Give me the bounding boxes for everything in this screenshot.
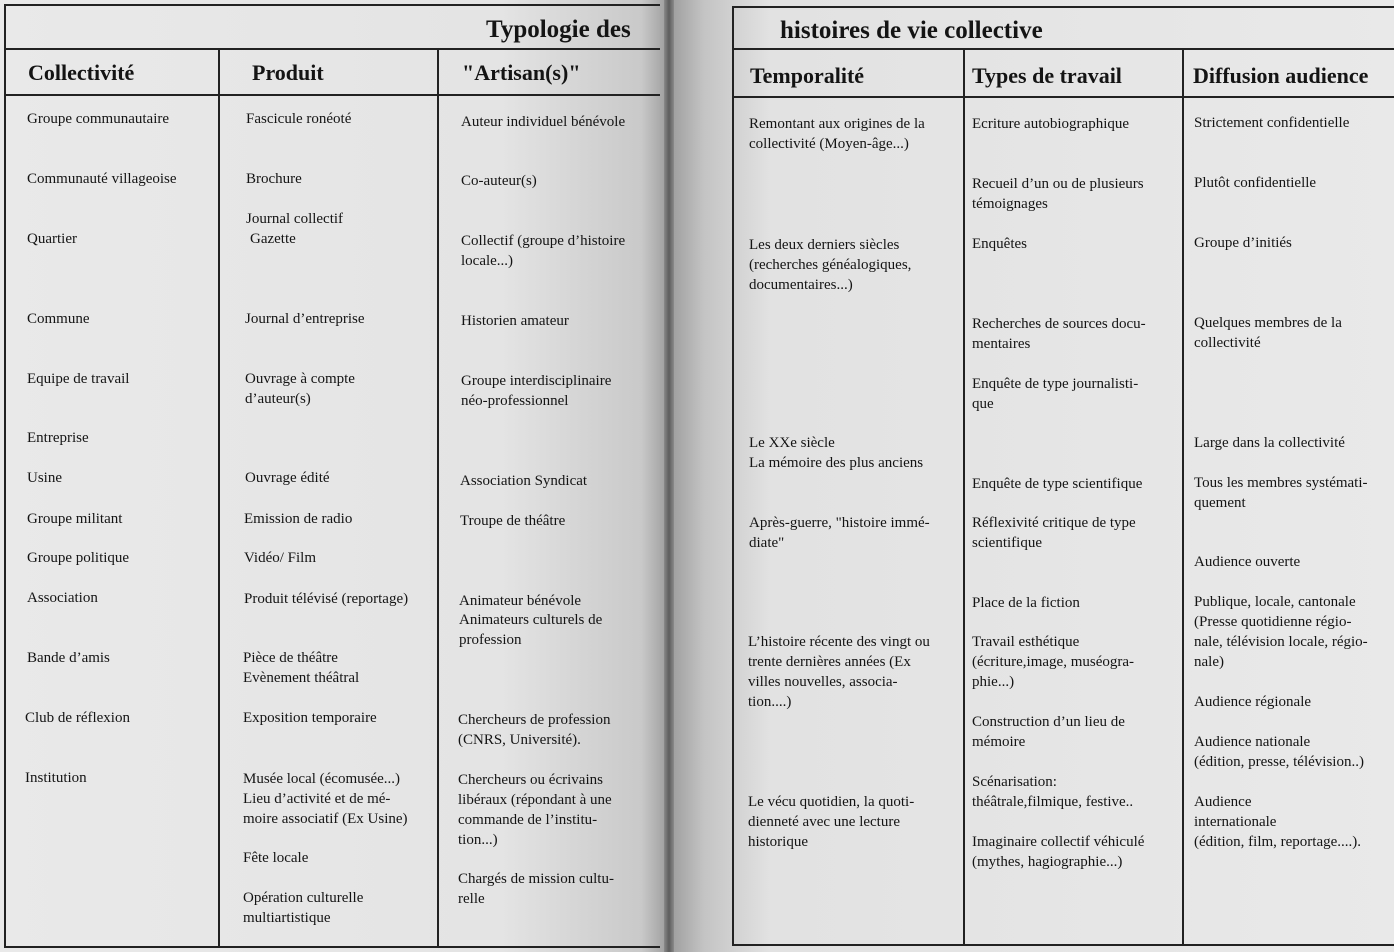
artisans-line: Groupe interdisciplinaire (461, 373, 612, 389)
artisans-line: néo-professionnel (461, 393, 569, 409)
temporalite-line: tion....) (748, 694, 792, 710)
types-travail-line: scientifique (972, 535, 1042, 551)
artisans-line: libéraux (répondant à une (458, 792, 612, 808)
diffusion-line: Quelques membres de la (1194, 315, 1342, 331)
diffusion-line: Strictement confidentielle (1194, 115, 1350, 131)
produit-line: Lieu d’activité et de mé- (243, 791, 391, 807)
diffusion-line: Tous les membres systémati- (1194, 475, 1368, 491)
right-title-rule (732, 48, 1394, 50)
temporalite-line: historique (748, 834, 808, 850)
artisans-line: Troupe de théâtre (460, 513, 566, 529)
produit-line: moire associatif (Ex Usine) (243, 811, 408, 827)
temporalite-line: La mémoire des plus anciens (749, 455, 924, 471)
types-travail-line: mémoire (972, 734, 1026, 750)
temporalite-line: trente dernières années (Ex (748, 654, 911, 670)
collectivite-item: Groupe communautaire (27, 111, 170, 127)
types-travail-line: Imaginaire collectif véhiculé (972, 834, 1145, 850)
header-temporalite: Temporalité (750, 63, 865, 88)
left-header-rule (4, 94, 660, 96)
right-header-rule (732, 96, 1394, 98)
col-sep-2 (437, 48, 439, 948)
temporalite-line: (recherches généalogiques, (749, 257, 912, 273)
temporalite-line: Les deux derniers siècles (749, 237, 900, 253)
diffusion-line: Audience régionale (1194, 694, 1312, 710)
types-travail-line: théâtrale,filmique, festive.. (972, 794, 1134, 810)
types-travail-line: Scénarisation: (972, 774, 1057, 790)
types-travail-line: Travail esthétique (972, 634, 1080, 650)
collectivite-item: Quartier (27, 231, 77, 247)
temporalite-line: Remontant aux origines de la (749, 116, 925, 132)
diffusion-line: Audience (1194, 794, 1252, 810)
collectivite-item: Groupe militant (27, 511, 123, 527)
diffusion-line: (Presse quotidienne régio- (1194, 614, 1352, 630)
col-sep-1 (218, 48, 220, 948)
left-title-rule (4, 48, 660, 50)
artisans-line: commande de l’institu- (458, 812, 598, 828)
diffusion-line: internationale (1194, 814, 1277, 830)
collectivite-item: Bande d’amis (27, 650, 110, 666)
collectivite-item: Groupe politique (27, 550, 130, 566)
diffusion-line: (édition, film, reportage....). (1194, 834, 1362, 850)
artisans-line: Animateur bénévole (459, 593, 582, 609)
temporalite-line: documentaires...) (749, 277, 853, 293)
types-travail-line: témoignages (972, 196, 1048, 212)
diffusion-line: Publique, locale, cantonale (1194, 594, 1356, 610)
col-sep-4 (1182, 48, 1184, 946)
types-travail-line: (mythes, hagiographie...) (972, 854, 1123, 870)
temporalite-line: Le XXe siècle (749, 435, 835, 451)
header-collectivite: Collectivité (28, 60, 135, 85)
collectivite-item: Communauté villageoise (27, 171, 177, 187)
header-types-travail: Types de travail (972, 63, 1122, 88)
title-left: Typologie des (486, 16, 631, 43)
produit-line: Evènement théâtral (243, 670, 360, 686)
artisans-line: Chercheurs de profession (458, 712, 611, 728)
produit-line: Opération culturelle (243, 890, 364, 906)
produit-line: Fascicule ronéoté (246, 111, 352, 127)
diffusion-line: Audience ouverte (1194, 554, 1301, 570)
collectivite-item: Commune (27, 311, 90, 327)
types-travail-line: Ecriture autobiographique (972, 116, 1130, 132)
header-artisans: "Artisan(s)" (462, 60, 581, 85)
artisans-line: profession (459, 632, 522, 648)
produit-line: Ouvrage édité (245, 470, 330, 486)
produit-line: Fête locale (243, 850, 309, 866)
types-travail-line: que (972, 396, 994, 412)
temporalite-line: collectivité (Moyen-âge...) (749, 136, 909, 152)
artisans-line: relle (458, 891, 485, 907)
artisans-line: Chargés de mission cultu- (458, 871, 614, 887)
diffusion-line: Large dans la collectivité (1194, 435, 1345, 451)
types-travail-line: Enquête de type scientifique (972, 476, 1143, 492)
diffusion-line: collectivité (1194, 335, 1261, 351)
header-diffusion: Diffusion audience (1193, 63, 1369, 88)
collectivite-item: Association (27, 590, 98, 606)
produit-line: Produit télévisé (reportage) (244, 591, 409, 607)
produit-line: Pièce de théâtre (243, 650, 338, 666)
artisans-line: Auteur individuel bénévole (461, 114, 626, 130)
artisans-line: Co-auteur(s) (461, 173, 537, 189)
artisans-line: Animateurs culturels de (459, 612, 603, 628)
collectivite-item: Institution (25, 770, 87, 786)
types-travail-line: Recueil d’un ou de plusieurs (972, 176, 1144, 192)
produit-line: d’auteur(s) (245, 391, 311, 407)
types-travail-line: phie...) (972, 674, 1015, 690)
temporalite-line: Le vécu quotidien, la quoti- (748, 794, 915, 810)
produit-line: Musée local (écomusée...) (243, 771, 401, 787)
collectivite-item: Equipe de travail (27, 371, 130, 387)
collectivite-item: Usine (27, 470, 62, 486)
header-produit: Produit (252, 60, 324, 85)
produit-line: multiartistique (243, 910, 331, 926)
types-travail-line: Enquêtes (972, 236, 1027, 252)
temporalite-line: dienneté avec une lecture (748, 814, 900, 830)
temporalite-line: Après-guerre, "histoire immé- (749, 515, 930, 531)
diffusion-line: (édition, presse, télévision..) (1194, 754, 1364, 770)
produit-line: Journal d’entreprise (245, 311, 365, 327)
col-sep-3 (963, 48, 965, 946)
diffusion-line: Groupe d’initiés (1194, 235, 1292, 251)
temporalite-line: L’histoire récente des vingt ou (748, 634, 930, 650)
produit-line: Vidéo/ Film (244, 550, 317, 566)
types-travail-line: Recherches de sources docu- (972, 316, 1146, 332)
types-travail-line: mentaires (972, 336, 1031, 352)
produit-line: Ouvrage à compte (245, 371, 355, 387)
types-travail-line: Place de la fiction (972, 595, 1080, 611)
book-gutter (664, 0, 674, 952)
types-travail-line: Enquête de type journalisti- (972, 376, 1139, 392)
types-travail-line: (écriture,image, muséogra- (972, 654, 1135, 670)
artisans-line: Historien amateur (461, 313, 569, 329)
produit-line: Brochure (246, 171, 302, 187)
artisans-line: tion...) (458, 832, 498, 848)
artisans-line: Chercheurs ou écrivains (458, 772, 603, 788)
artisans-line: Collectif (groupe d’histoire (461, 233, 626, 249)
produit-line: Emission de radio (244, 511, 353, 527)
artisans-line: Association Syndicat (460, 473, 588, 489)
produit-line: Journal collectif (246, 211, 344, 227)
types-travail-line: Construction d’un lieu de (972, 714, 1125, 730)
collectivite-item: Club de réflexion (25, 710, 130, 726)
temporalite-line: villes nouvelles, associa- (748, 674, 898, 690)
artisans-line: (CNRS, Université). (458, 732, 581, 748)
diffusion-line: quement (1194, 495, 1246, 511)
artisans-line: locale...) (461, 253, 514, 269)
collectivite-item: Entreprise (27, 430, 89, 446)
diffusion-line: Audience nationale (1194, 734, 1311, 750)
temporalite-line: diate" (749, 535, 785, 551)
diffusion-line: nale, télévision locale, régio- (1194, 634, 1368, 650)
diffusion-line: Plutôt confidentielle (1194, 175, 1317, 191)
diffusion-line: nale) (1194, 654, 1224, 670)
types-travail-line: Réflexivité critique de type (972, 515, 1136, 531)
produit-line: Gazette (250, 231, 296, 247)
title-right: histoires de vie collective (780, 17, 1043, 44)
produit-line: Exposition temporaire (243, 710, 377, 726)
